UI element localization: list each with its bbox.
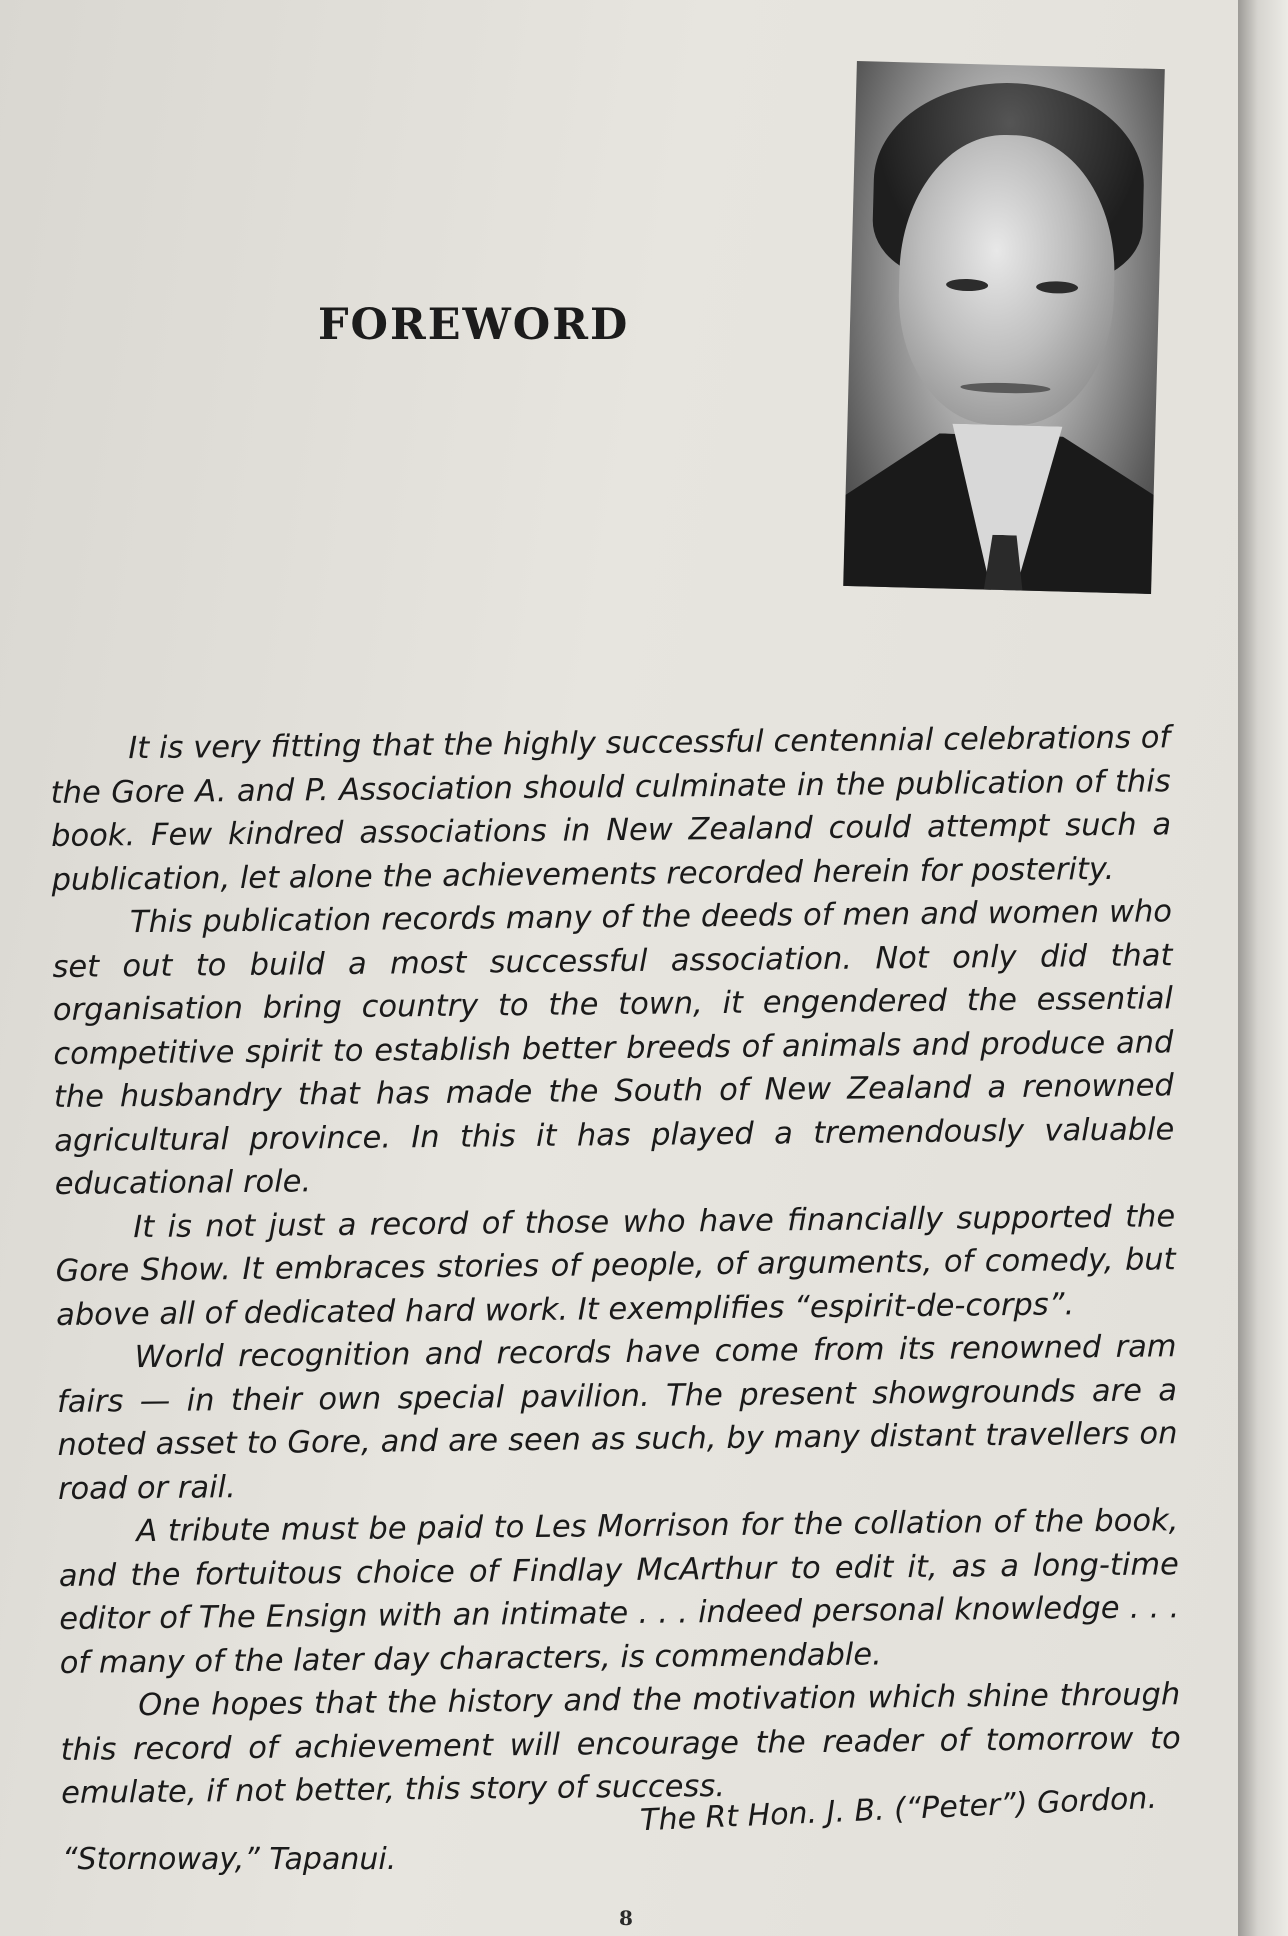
page-number: 8	[619, 1906, 633, 1930]
paragraph-1: It is very fitting that the highly successful centennial celebrations of the Gore A. and P. Association should culminate in the publication of this book. Few kindred associations in New Zealand could attempt such a publication, let alone the achievements recorded herein for posterity.	[50, 720, 1172, 898]
portrait-photo	[843, 61, 1165, 594]
foreword-body	[50, 716, 1181, 1815]
paragraph-3: It is not just a record of those who have financially supported the Gore Show. It embraces stories of people, of arguments, of comedy, but above all of dedicated hard work. It exemplifies “espirit-de-corps”.	[55, 1198, 1176, 1333]
paragraph-5: A tribute must be paid to Les Morrison for the collation of the book, and the fortuitous choice of Findlay McArthur to edit it, as a long-time editor of The Ensign with an intimate . . . indeed personal knowledge . . . of many of the later day characters, is commendable.	[58, 1503, 1180, 1681]
page-edge	[1238, 0, 1288, 1936]
paragraph-6: One hopes that the history and the motivation which shine through this record of achievement will encourage the reader of tomorrow to emulate, if not better, this story of success.	[60, 1677, 1181, 1811]
author-place: “Stornoway,” Tapanui.	[62, 1842, 397, 1877]
paragraph-2: This publication records many of the deeds of men and women who set out to build a most successful association. Not only did that organisation bring country to the town, it engendered the essential competitive spirit to establish better breeds of animals and produce and the husbandry that has made the South of New Zealand a renowned agricultural province. In this it has played a tremendously valuable educational role.	[52, 894, 1175, 1202]
author-signature: The Rt Hon. J. B. (“Peter”) Gordon.	[639, 1780, 1158, 1839]
page-title: FOREWORD	[318, 300, 630, 350]
paragraph-4: World recognition and records have come from its renowned ram fairs — in their own special pavilion. The present showgrounds are a noted asset to Gore, and are seen as such, by many distant travellers on road or rail.	[56, 1329, 1178, 1507]
